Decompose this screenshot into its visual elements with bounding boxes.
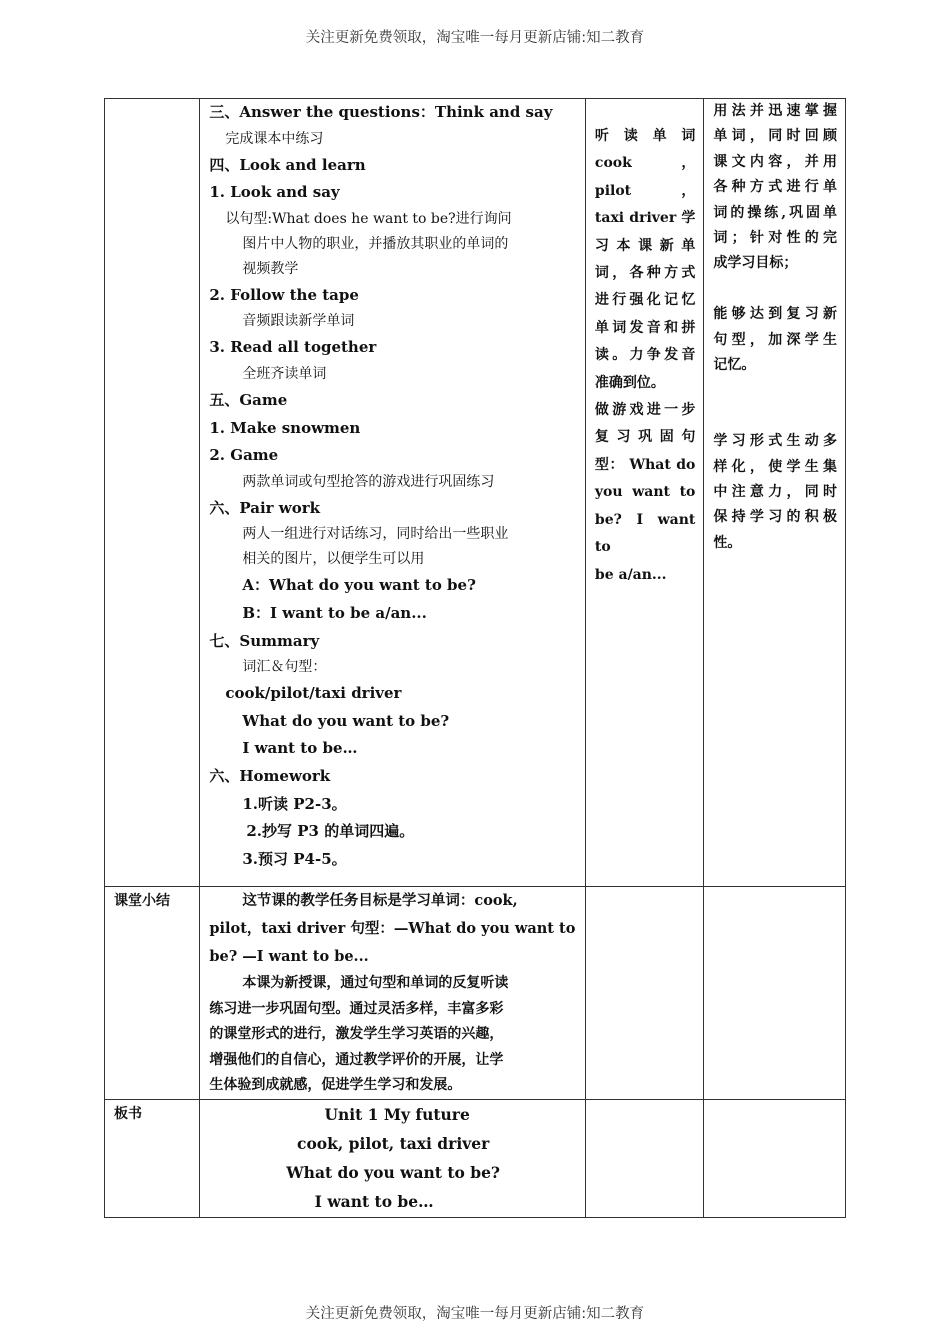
procedure-line: 词汇＆句型： — [242, 659, 327, 676]
row-label-cell — [105, 99, 200, 887]
procedure-line: 视频教学 — [242, 260, 299, 277]
procedure-line: 1. Make snowmen — [209, 418, 361, 437]
summary-line-1: 这节课的教学任务目标是学习单词：cook, — [242, 892, 518, 909]
summary-intent-cell — [704, 887, 846, 1100]
design-intent-line: 单词，同时回顾 — [713, 128, 837, 145]
student-activity-line: 进行强化记忆 — [594, 292, 696, 309]
procedure-row — [105, 99, 846, 887]
student-activity-line: 做游戏进一步 — [594, 402, 696, 419]
procedure-line: 2. Game — [209, 446, 279, 465]
procedure-line: cook/pilot/taxi driver — [225, 684, 402, 703]
student-activity-line: 复习巩固句 — [594, 429, 696, 446]
design-intent-line: 用法并迅速掌握 — [713, 103, 837, 119]
summary-paragraph — [209, 971, 577, 1099]
procedure-line: I want to be… — [242, 739, 358, 758]
design-intent-line: 性。 — [713, 534, 742, 551]
student-activity-line: 词，各种方式 — [594, 265, 696, 282]
board-activity-cell — [585, 1099, 703, 1217]
procedure-line: 七、Summary — [209, 631, 320, 650]
board-title: Unit 1 My future — [324, 1104, 470, 1124]
page-header: 关注更新免费领取，淘宝唯一每月更新店铺:知二教育 — [305, 30, 645, 46]
student-activity-line: be? I want to — [594, 511, 696, 556]
procedure-line: 音频跟读新学单词 — [242, 313, 355, 330]
procedure-line: 1. Look and say — [209, 183, 340, 202]
student-activity-lines — [595, 123, 695, 589]
design-intent-lines — [713, 99, 837, 556]
student-activity-line: 型： What do — [594, 456, 696, 473]
summary-line-2: pilot，taxi driver 句型：—What do you want to — [209, 920, 576, 937]
student-activity-line: cook，pilot， — [594, 155, 696, 199]
procedure-line: 2. Follow the tape — [209, 285, 359, 304]
student-activity-line: 读。力争发音 — [594, 347, 696, 364]
procedure-line: 五、Game — [209, 390, 288, 409]
design-intent-line — [713, 404, 837, 429]
design-intent-line: 记忆。 — [713, 357, 756, 374]
summary-paragraph-line: 的课堂形式的进行，激发学生学习英语的兴趣， — [209, 1026, 504, 1043]
design-intent-line: 学习形式生动多 — [713, 433, 837, 450]
student-activity-line: 习本课新单 — [594, 237, 696, 254]
summary-paragraph-line: 增强他们的自信心，通过教学评价的开展，让学 — [209, 1051, 504, 1068]
board-label: 板书 — [114, 1105, 142, 1122]
summary-paragraph-line: 练习进一步巩固句型。通过灵活多样，丰富多彩 — [209, 1000, 504, 1017]
design-intent-line: 保持学习的积极 — [713, 509, 837, 526]
board-question: What do you want to be? — [286, 1162, 501, 1182]
procedure-lines — [209, 99, 577, 873]
procedure-line: A：What do you want to be? — [242, 576, 476, 595]
student-activity-line: 听 读 单 词 — [594, 128, 696, 144]
procedure-line: 完成课本中练习 — [225, 130, 324, 147]
design-intent-line: 词的操练,巩固单 — [713, 204, 837, 221]
design-intent-cell — [704, 99, 846, 887]
summary-line-3: be? —I want to be... — [209, 948, 369, 965]
design-intent-line: 中注意力，同时 — [713, 484, 837, 501]
procedure-line: 两人一组进行对话练习，同时给出一些职业 — [242, 526, 509, 543]
procedure-line: 1.听读 P2-3。 — [242, 794, 347, 813]
design-intent-line: 成学习目标； — [713, 255, 798, 272]
summary-label: 课堂小结 — [114, 893, 170, 909]
design-intent-line — [713, 378, 837, 403]
design-intent-line: 样化，使学生集 — [713, 458, 837, 475]
procedure-line: 四、Look and learn — [209, 155, 366, 174]
procedure-line: 以句型:What does he want to be?进行询问 — [225, 210, 512, 227]
procedure-line: 3.预习 P4-5。 — [242, 849, 347, 868]
summary-cell — [200, 887, 586, 1100]
board-answer: I want to be… — [314, 1191, 434, 1211]
design-intent-line: 词；针对性的完 — [713, 230, 837, 247]
design-intent-line: 各种方式进行单 — [713, 179, 837, 196]
student-activity-cell — [585, 99, 703, 887]
procedure-line: 相关的图片，以便学生可以用 — [242, 551, 425, 568]
procedure-line: 图片中人物的职业，并播放其职业的单词的 — [242, 235, 509, 252]
student-activity-line: 单词发音和拼 — [594, 319, 696, 336]
student-activity-line: be a/an... — [594, 566, 667, 583]
summary-activity-cell — [585, 887, 703, 1100]
student-activity-line: you want to — [594, 484, 696, 501]
design-intent-line — [713, 277, 837, 302]
board-intent-cell — [704, 1099, 846, 1217]
design-intent-line: 句型，加深学生 — [713, 331, 837, 348]
summary-paragraph-line: 生体验到成就感，促进学生学习和发展。 — [209, 1077, 462, 1094]
summary-paragraph-line: 本课为新授课，通过句型和单词的反复听读 — [242, 975, 509, 991]
board-row — [105, 1099, 846, 1217]
summary-row — [105, 887, 846, 1100]
procedure-line: What do you want to be? — [242, 711, 450, 730]
procedure-line: 两款单词或句型抢答的游戏进行巩固练习 — [242, 473, 495, 490]
procedure-line: 三、Answer the questions：Think and say — [209, 103, 553, 121]
page-footer: 关注更新免费领取，淘宝唯一每月更新店铺:知二教育 — [305, 1306, 645, 1322]
lesson-plan-table — [104, 98, 846, 1218]
procedure-line: 六、Pair work — [209, 498, 321, 517]
procedure-line: 全班齐读单词 — [242, 365, 327, 382]
design-intent-line: 课文内容，并用 — [713, 153, 837, 170]
board-words: cook, pilot, taxi driver — [297, 1133, 490, 1153]
student-activity-line: 准确到位。 — [594, 374, 665, 391]
student-activity-line: taxi driver 学 — [594, 210, 696, 227]
procedure-line: 六、Homework — [209, 766, 331, 785]
design-intent-line: 能够达到复习新 — [713, 306, 837, 323]
procedure-cell — [200, 99, 586, 887]
board-cell — [200, 1099, 586, 1217]
procedure-line: 2.抄写 P3 的单词四遍。 — [246, 822, 415, 841]
procedure-line: B：I want to be a/an... — [242, 603, 427, 622]
procedure-line: 3. Read all together — [209, 338, 377, 357]
